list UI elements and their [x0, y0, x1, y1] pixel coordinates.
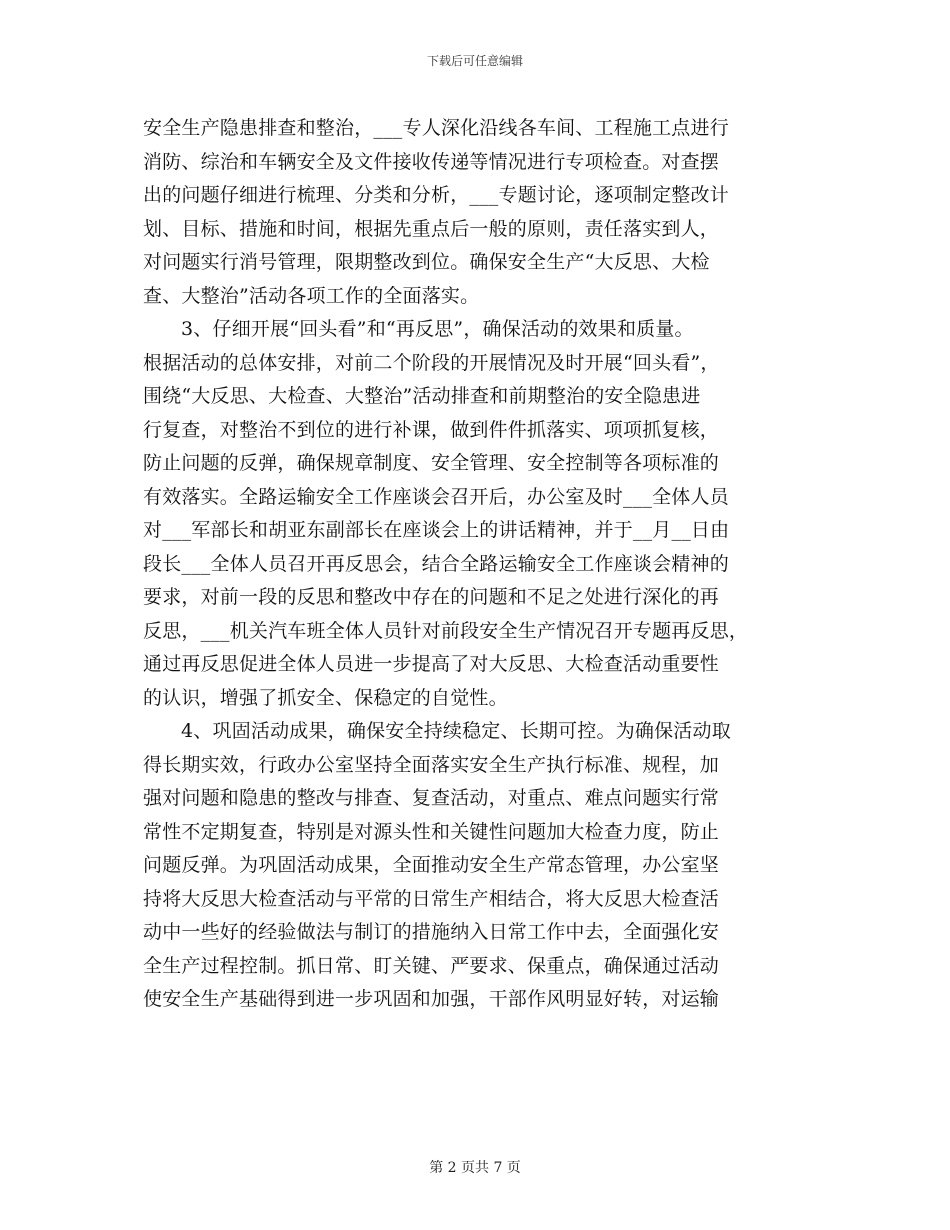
text-line: 对___军部长和胡亚东副部长在座谈会上的讲话精神，并于__月__日由 — [143, 519, 730, 541]
text-line: 得长期实效，行政办公室坚持全面落实安全生产执行标准、规程，加 — [143, 753, 720, 776]
text-line: 全生产过程控制。抓日常、盯关键、严要求、保重点，确保通过活动 — [143, 954, 720, 977]
text-line: 消防、综治和车辆安全及文件接收传递等情况进行专项检查。对查摆 — [143, 150, 720, 173]
page-number: 第 2 页共 7 页 — [429, 1160, 521, 1176]
text-line: 有效落实。全路运输安全工作座谈会召开后，办公室及时___全体人员 — [143, 485, 729, 508]
document-body — [143, 112, 815, 1017]
text-line: 常性不定期复查，特别是对源头性和关键性问题加大检查力度，防止 — [143, 820, 720, 843]
text-line: 出的问题仔细进行梳理、分类和分析，___专题讨论，逐项制定整改计 — [143, 184, 729, 206]
text-line: 4、巩固活动成果，确保安全持续稳定、长期可控。为确保活动取 — [181, 720, 731, 742]
text-line: 强对问题和隐患的整改与排查、复查活动，对重点、难点问题实行常 — [143, 787, 720, 809]
text-line: 对问题实行消号管理，限期整改到位。确保安全生产“大反思、大检 — [143, 251, 710, 273]
text-line: 查、大整治”活动各项工作的全面落实。 — [143, 284, 480, 307]
text-line: 问题反弹。为巩固活动成果，全面推动安全生产常态管理，办公室坚 — [143, 854, 720, 876]
text-line: 行复查，对整治不到位的进行补课，做到件件抓落实、项项抓复核， — [143, 418, 720, 441]
text-line: 划、目标、措施和时间，根据先重点后一般的原则，责任落实到人， — [143, 217, 720, 240]
text-line: 持将大反思大检查活动与平常的日常生产相结合，将大反思大检查活 — [143, 887, 720, 910]
text-line: 段长___全体人员召开再反思会，结合全路运输安全工作座谈会精神的 — [143, 552, 729, 575]
text-line: 通过再反思促进全体人员进一步提高了对大反思、大检查活动重要性 — [143, 653, 720, 675]
text-line: 的认识，增强了抓安全、保稳定的自觉性。 — [143, 686, 508, 709]
text-line: 安全生产隐患排查和整治，___专人深化沿线各车间、工程施工点进行 — [143, 117, 729, 139]
text-line: 要求，对前一段的反思和整改中存在的问题和不足之处进行深化的再 — [143, 586, 720, 608]
text-line: 3、仔细开展“回头看”和“再反思”，确保活动的效果和质量。 — [181, 318, 694, 340]
text-line: 反思，___机关汽车班全体人员针对前段安全生产情况召开专题再反思， — [143, 619, 749, 642]
text-line: 使安全生产基础得到进一步巩固和加强，干部作风明显好转，对运输 — [143, 988, 720, 1010]
text-line: 防止问题的反弹，确保规章制度、安全管理、安全控制等各项标准的 — [143, 452, 720, 474]
page-header: 下载后可任意编辑 — [426, 54, 523, 68]
text-line: 围绕“大反思、大检查、大整治”活动排查和前期整治的安全隐患进 — [143, 385, 701, 407]
text-line: 动中一些好的经验做法与制订的措施纳入日常工作中去，全面强化安 — [143, 921, 720, 943]
text-line: 根据活动的总体安排，对前二个阶段的开展情况及时开展“回头看”， — [143, 351, 720, 374]
